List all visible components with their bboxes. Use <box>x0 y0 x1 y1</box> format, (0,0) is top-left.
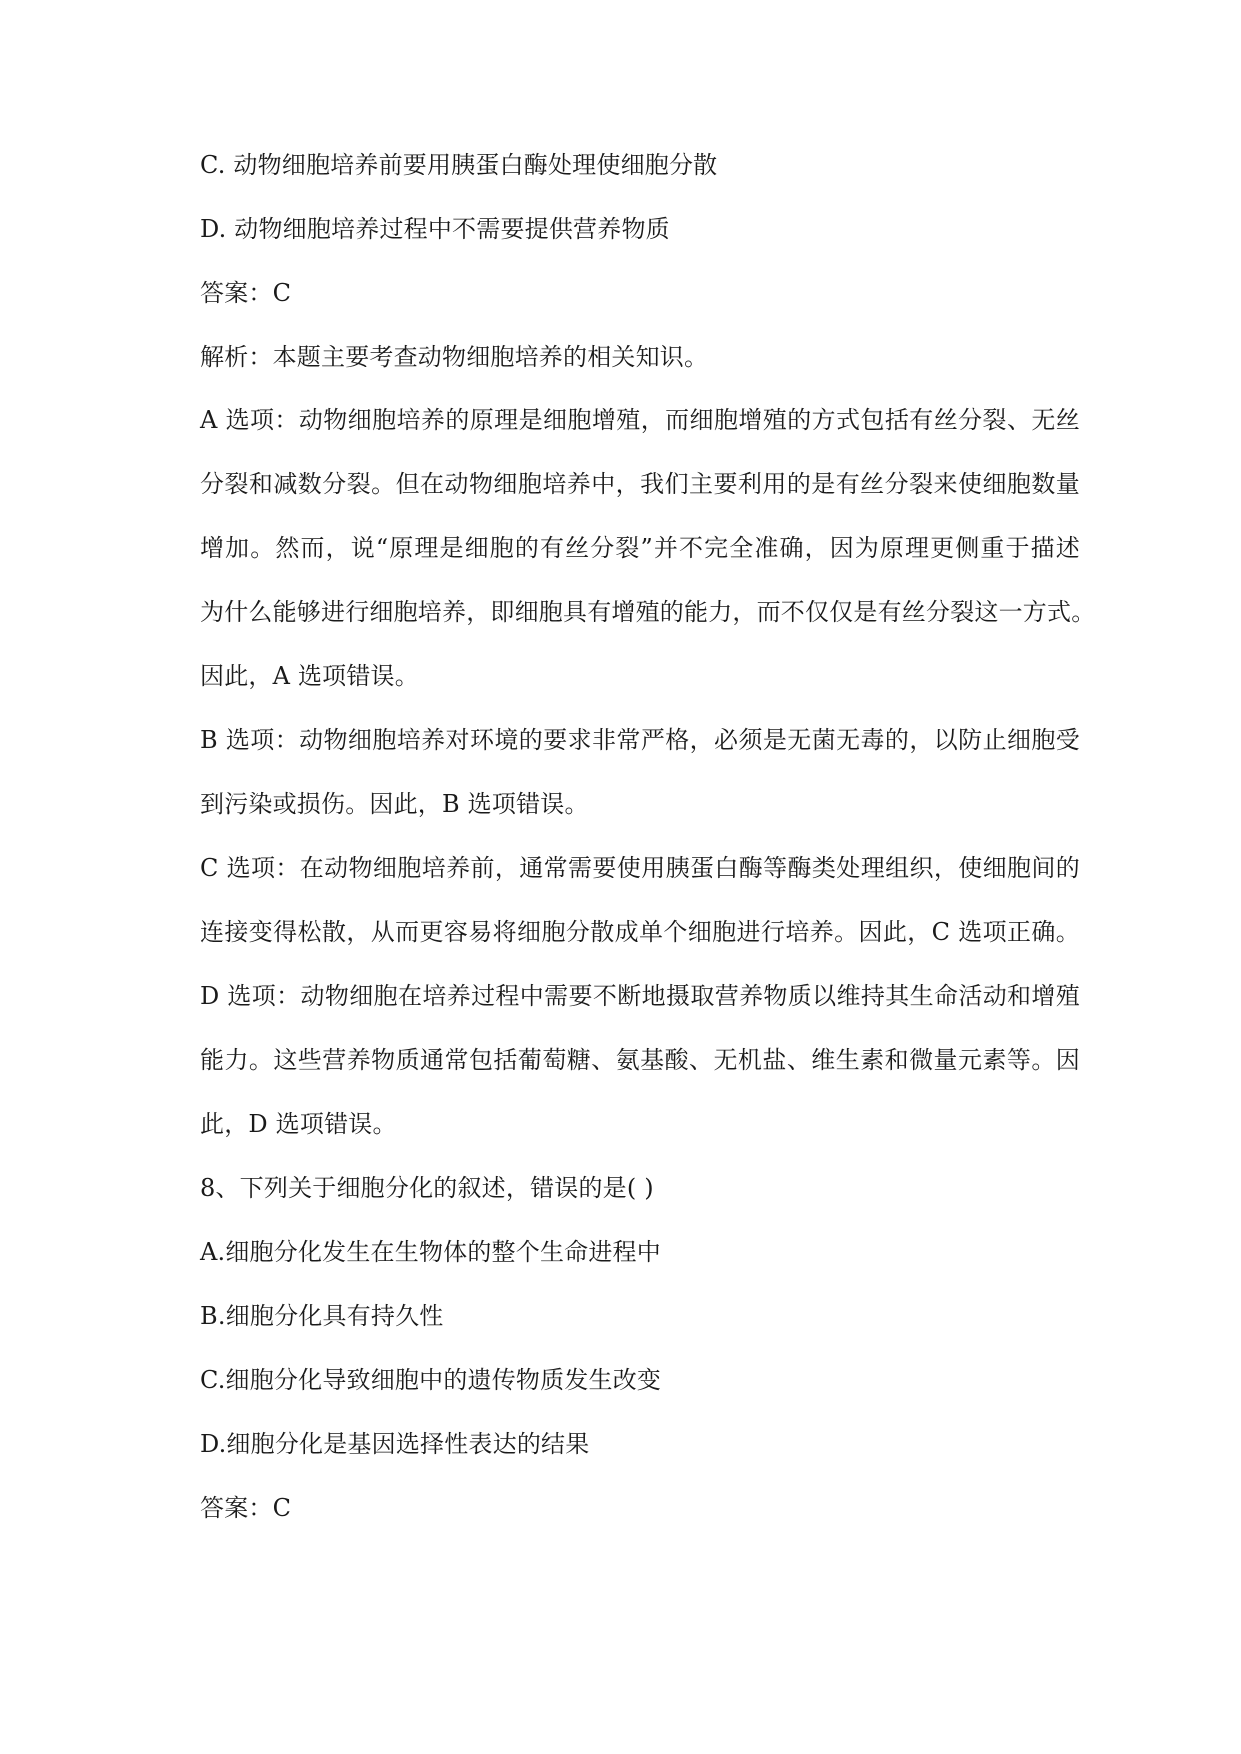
question-8-answer: 答案：C <box>200 1494 292 1522</box>
question-8-option-c: C.细胞分化导致细胞中的遗传物质发生改变 <box>200 1366 662 1394</box>
question-8-option-b: B.细胞分化具有持久性 <box>200 1302 444 1330</box>
analysis-c-line-2: 连接变得松散，从而更容易将细胞分散成单个细胞进行培养。因此，C 选项正确。 <box>200 918 1080 946</box>
analysis-a-line-1: A 选项：动物细胞培养的原理是细胞增殖，而细胞增殖的方式包括有丝分裂、无丝 <box>200 406 1080 434</box>
analysis-d-line-3: 此，D 选项错误。 <box>200 1110 397 1138</box>
question-8-option-a: A.细胞分化发生在生物体的整个生命进程中 <box>200 1238 661 1266</box>
option-d-line: D. 动物细胞培养过程中不需要提供营养物质 <box>200 215 670 243</box>
option-c-line: C. 动物细胞培养前要用胰蛋白酶处理使细胞分散 <box>200 151 718 179</box>
analysis-b-line-1: B 选项：动物细胞培养对环境的要求非常严格，必须是无菌无毒的，以防止细胞受 <box>200 726 1080 754</box>
analysis-a-line-3: 增加。然而，说“原理是细胞的有丝分裂”并不完全准确，因为原理更侧重于描述 <box>200 534 1080 562</box>
answer-line: 答案：C <box>200 279 292 307</box>
analysis-a-line-5: 因此，A 选项错误。 <box>200 662 419 690</box>
question-8-option-d: D.细胞分化是基因选择性表达的结果 <box>200 1430 590 1458</box>
analysis-intro-line: 解析：本题主要考查动物细胞培养的相关知识。 <box>200 343 709 371</box>
analysis-a-line-2: 分裂和减数分裂。但在动物细胞培养中，我们主要利用的是有丝分裂来使细胞数量 <box>200 470 1080 498</box>
analysis-d-line-2: 能力。这些营养物质通常包括葡萄糖、氨基酸、无机盐、维生素和微量元素等。因 <box>200 1046 1080 1074</box>
analysis-a-line-4: 为什么能够进行细胞培养，即细胞具有增殖的能力，而不仅仅是有丝分裂这一方式。 <box>200 598 1096 626</box>
analysis-b-line-2: 到污染或损伤。因此，B 选项错误。 <box>200 790 589 818</box>
analysis-c-line-1: C 选项：在动物细胞培养前，通常需要使用胰蛋白酶等酶类处理组织，使细胞间的 <box>200 854 1080 882</box>
analysis-d-line-1: D 选项：动物细胞在培养过程中需要不断地摄取营养物质以维持其生命活动和增殖 <box>200 982 1080 1010</box>
question-8-stem: 8、下列关于细胞分化的叙述，错误的是( ) <box>200 1174 654 1202</box>
